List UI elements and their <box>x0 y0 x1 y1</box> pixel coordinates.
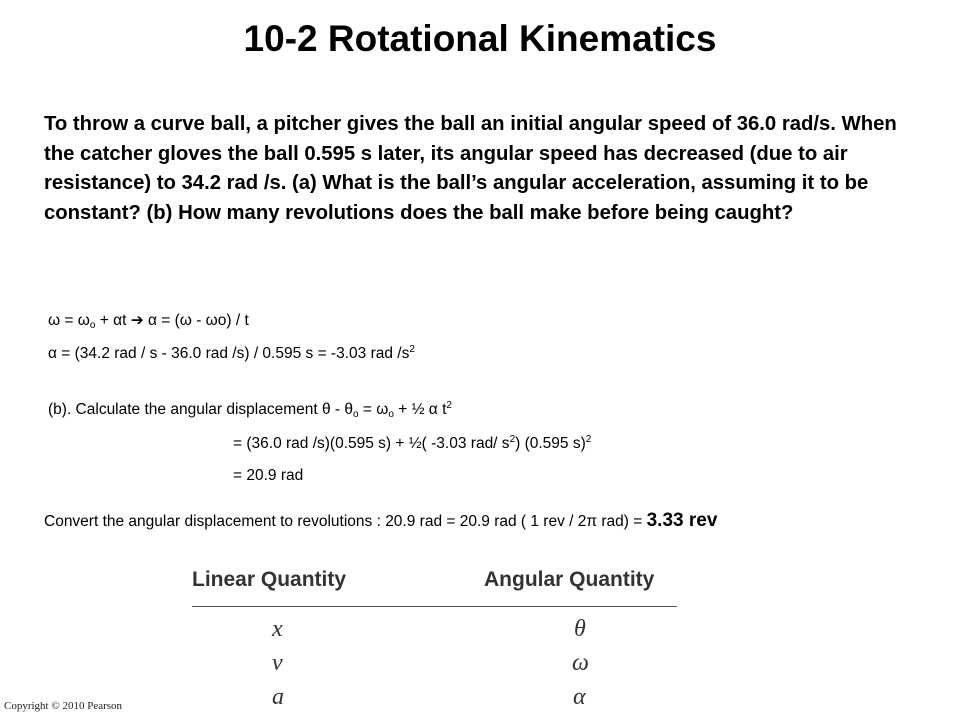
step2-superscript-1: 2 <box>509 434 516 445</box>
eq1-part-b: + αt <box>95 312 131 329</box>
linear-symbol-x: x <box>272 616 283 642</box>
linear-symbol-a: a <box>272 684 284 710</box>
table-divider <box>192 606 677 607</box>
step2-part-a: = (36.0 rad /s)(0.595 s) + ½( -3.03 rad/ s <box>233 435 510 452</box>
conversion-line <box>44 510 717 532</box>
angular-symbol-alpha: α <box>573 684 586 710</box>
displacement-step-1 <box>233 435 591 453</box>
displacement-result: = 20.9 rad <box>233 467 304 484</box>
equation-angular-acceleration <box>48 311 249 330</box>
angular-symbol-theta: θ <box>574 616 586 642</box>
problem-statement: To throw a curve ball, a pitcher gives the ball an initial angular speed of 36.0 rad/s. When the catcher gloves the ball 0.595 s later, its angular speed has decreased (due to air resistance) to 34.2 rad /s. (a) What is the ball’s angular acceleration, assuming it to be constant? (b) How many revolutions does the ball make before being caught? <box>44 113 897 224</box>
partb-subscript-2: o <box>388 409 394 420</box>
angular-symbol-omega: ω <box>572 650 589 676</box>
copyright-notice: Copyright © 2010 Pearson <box>4 700 123 712</box>
eq2-superscript: 2 <box>409 344 415 355</box>
eq1-part-a: ω = ω <box>48 312 90 329</box>
partb-subscript-1: o <box>353 409 359 420</box>
eq1-part-c: α = (ω - ωo) / t <box>143 312 249 329</box>
arrow-icon: ➔ <box>130 312 144 329</box>
linear-symbol-v: v <box>272 650 283 676</box>
partb-lead: (b). Calculate the angular displacement θ - θ <box>48 401 353 418</box>
partb-superscript: 2 <box>446 400 452 411</box>
conversion-answer: 3.33 rev <box>646 510 718 531</box>
partb-tail: + ½ α t <box>393 401 447 418</box>
header-linear-quantity: Linear Quantity <box>192 568 347 591</box>
eq1-subscript: o <box>89 320 96 331</box>
header-angular-quantity: Angular Quantity <box>484 568 655 591</box>
part-b-heading <box>48 401 452 419</box>
partb-mid: = ω <box>358 401 389 418</box>
conversion-text: Convert the angular displacement to revolutions : 20.9 rad = 20.9 rad ( 1 rev / 2π rad) = <box>44 513 647 530</box>
step2-superscript-2: 2 <box>585 434 592 445</box>
eq2-text: α = (34.2 rad / s - 36.0 rad /s) / 0.595 s = -3.03 rad /s <box>48 345 410 362</box>
equation-acceleration-value <box>48 345 415 363</box>
step2-part-b: ) (0.595 s) <box>515 435 586 452</box>
slide-title: 10-2 Rotational Kinematics <box>243 18 717 59</box>
